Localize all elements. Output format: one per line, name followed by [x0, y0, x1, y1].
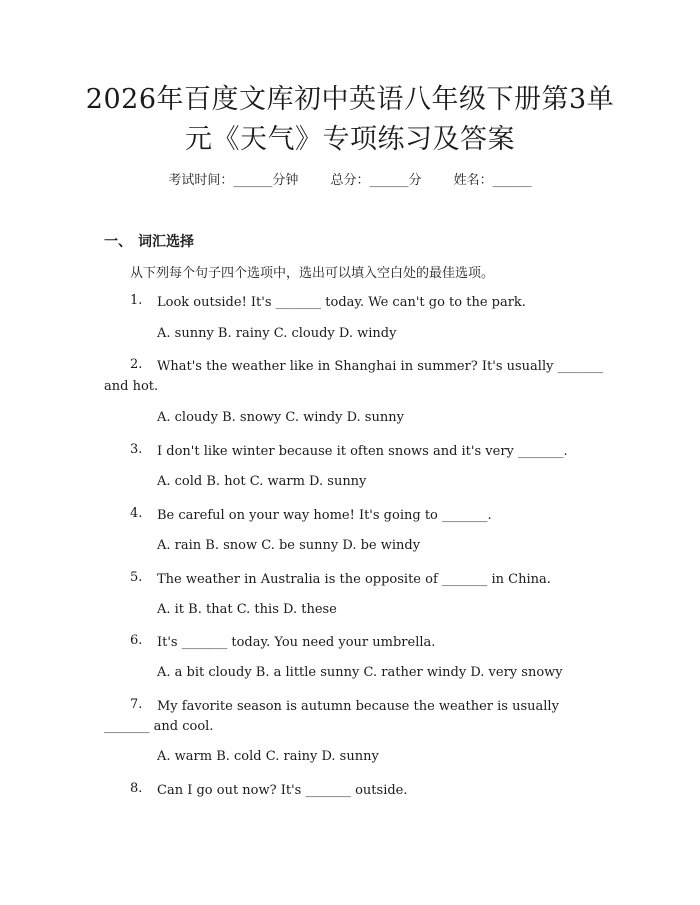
question-text: I don't like winter because it often snows and it's very _______. [157, 444, 568, 459]
exam-meta [0, 169, 700, 188]
question-text: What's the weather like in Shanghai in summer? It's usually _______ and hot. [104, 359, 604, 394]
section-heading [104, 231, 194, 251]
question-text: Can I go out now? It's _______ outside. [157, 783, 408, 798]
question-number: 6. [130, 633, 143, 648]
question-options: A. cloudy B. snowy C. windy D. sunny [157, 410, 404, 425]
question-text: Look outside! It's _______ today. We can't go to the park. [157, 295, 526, 310]
question-number: 3. [130, 442, 143, 457]
section-title: 词汇选择 [138, 234, 194, 250]
question-options: A. it B. that C. this D. these [157, 602, 337, 617]
question-text: My favorite season is autumn because the weather is usually _______ and cool. [104, 699, 559, 734]
question-text: The weather in Australia is the opposite of _______ in China. [157, 572, 551, 587]
question-number: 2. [130, 357, 143, 372]
title-line-1: 2026年百度文库初中英语八年级下册第3单 [85, 84, 615, 115]
question-text: It's _______ today. You need your umbrella. [157, 635, 436, 650]
section-number: 一、 [104, 234, 132, 250]
question-number: 8. [130, 781, 143, 796]
question-number: 1. [130, 293, 143, 308]
document-title [60, 80, 640, 160]
question-options: A. warm B. cold C. rainy D. sunny [157, 749, 379, 764]
question-number: 5. [130, 570, 143, 585]
question-options: A. cold B. hot C. warm D. sunny [157, 474, 367, 489]
exam-score: 总分：______分 [330, 173, 422, 188]
question-options: A. sunny B. rainy C. cloudy D. windy [157, 326, 397, 341]
question-options: A. rain B. snow C. be sunny D. be windy [157, 538, 421, 553]
title-line-2: 元《天气》专项练习及答案 [185, 124, 515, 155]
exam-name: 姓名：______ [453, 173, 532, 188]
question-number: 7. [130, 697, 143, 712]
question-number: 4. [130, 506, 143, 521]
question-text: Be careful on your way home! It's going to _______. [157, 508, 492, 523]
exam-time: 考试时间：______分钟 [168, 173, 299, 188]
question-options: A. a bit cloudy B. a little sunny C. rather windy D. very snowy [157, 665, 563, 680]
section-instruction: 从下列每个句子四个选项中，选出可以填入空白处的最佳选项。 [130, 266, 495, 281]
